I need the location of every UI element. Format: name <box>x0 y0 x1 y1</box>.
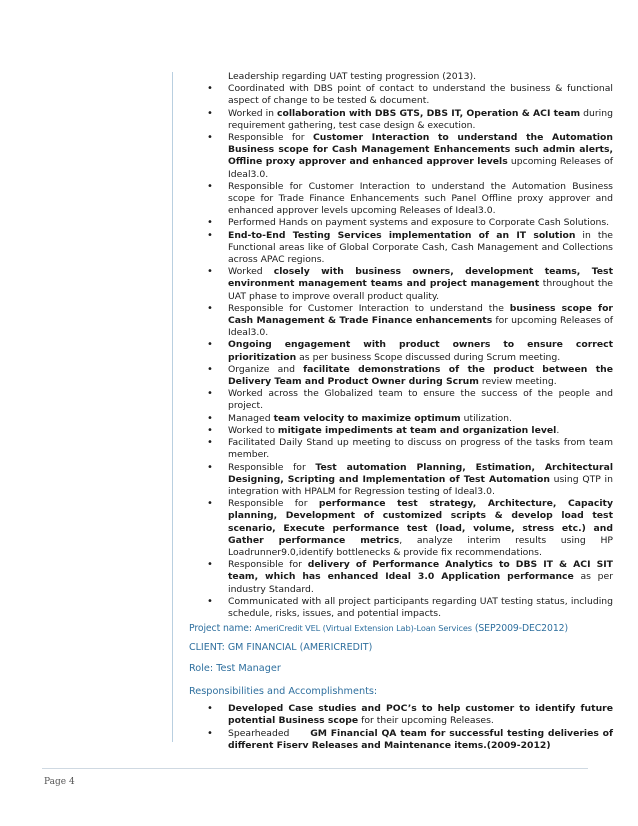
list-item <box>189 230 613 267</box>
project-dates: (SEP2009-DEC2012) <box>471 623 568 635</box>
list-item-text: Responsible for Customer Interaction to understand the business scope for Cash Management & Trade Finance enhancements for upcoming Releases of Ideal3.0. <box>228 302 614 339</box>
list-item-text: Coordinated with DBS point of contact to understand the business & functional aspect of change to be tested & document. <box>228 83 613 107</box>
list-item-text: Responsible for Customer Interaction to understand the Automation Business scope for Cash Management Enhancements such admin alerts, Offline proxy approver and enhanced approver levels upcoming Releases of Ideal3.0. <box>228 132 613 180</box>
list-item-text: Worked across the Globalized team to ensure the success of the people and project. <box>228 388 613 412</box>
list-item-text: Organize and facilitate demonstrations of the product between the Delivery Team and Product Owner during Scrum review meeting. <box>228 363 613 388</box>
left-margin-rule <box>172 72 173 742</box>
bullet-icon: • <box>207 266 213 278</box>
bullet-icon: • <box>207 595 213 607</box>
bullet-icon: • <box>207 339 213 351</box>
project-name-line <box>189 622 613 635</box>
list-item-text: Managed team velocity to maximize optimum utilization. <box>228 412 512 424</box>
list-item <box>189 71 613 83</box>
bullet-icon: • <box>207 727 213 739</box>
list-item-text: Responsible for Customer Interaction to understand the Automation Business scope for Trade Finance Enhancements such Panel Offline proxy approver and enhanced approver levels upcoming Releases of Ideal3.0. <box>228 180 613 217</box>
list-item <box>189 108 613 132</box>
list-item <box>189 217 613 229</box>
bullet-icon: • <box>207 132 213 144</box>
list-item <box>189 339 613 363</box>
bullet-icon: • <box>207 388 213 400</box>
list-item-text: Spearheaded GM Financial QA team for successful testing deliveries of different Fiserv Releases and Maintenance items.(2009-2012) <box>228 727 613 751</box>
list-item <box>189 498 613 559</box>
bullet-icon: • <box>207 498 213 510</box>
project-name: AmeriCredit VEL (Virtual Extension Lab)-Loan Services <box>254 623 472 634</box>
list-item-text: Ongoing engagement with product owners to ensure correct prioritization as per business Scope discussed during Scrum meeting. <box>228 339 613 363</box>
client-line: CLIENT: GM FINANCIAL (AMERICREDIT) <box>189 642 373 654</box>
bullet-icon: • <box>207 461 213 473</box>
list-item-text: Performed Hands on payment systems and exposure to Corporate Cash Solutions. <box>228 217 610 229</box>
list-item <box>189 132 613 181</box>
list-item <box>189 83 613 107</box>
role-line: Role: Test Manager <box>189 663 281 675</box>
bullet-icon: • <box>207 302 213 314</box>
list-item <box>189 596 613 620</box>
footer-rule <box>42 768 588 769</box>
list-item <box>189 425 613 437</box>
list-item <box>189 703 613 727</box>
list-item-text: Worked in collaboration with DBS GTS, DBS IT, Operation & ACI team during requirement gathering, test case design & execution. <box>228 107 613 131</box>
list-item-text: Responsible for Test automation Planning, Estimation, Architectural Designing, Scripting and Implementation of Test Automation using QTP in integration with HPALM for Regression testing of Ideal3.0. <box>228 461 613 497</box>
list-item-text: End-to-End Testing Services implementation of an IT solution in the Functional areas like of Global Corporate Cash, Cash Management and Collections across APAC regions. <box>228 229 613 266</box>
list-item <box>189 462 613 499</box>
bullet-icon: • <box>207 229 213 241</box>
bullet-icon: • <box>207 217 213 229</box>
bullet-icon: • <box>207 424 213 436</box>
list-item <box>189 388 613 412</box>
list-item <box>189 303 613 340</box>
list-item <box>189 364 613 388</box>
resume-content <box>189 71 613 752</box>
responsibilities-list-gm <box>189 703 613 752</box>
bullet-icon: • <box>207 363 213 375</box>
page-number: Page 4 <box>44 777 75 787</box>
list-item-text: Facilitated Daily Stand up meeting to discuss on progress of the tasks from team member. <box>228 437 613 461</box>
list-item <box>189 437 613 461</box>
project-label: Project name: <box>189 623 255 635</box>
list-item <box>189 559 613 596</box>
responsibilities-heading: Responsibilities and Accomplishments: <box>189 686 378 698</box>
list-item-text: Worked closely with business owners, development teams, Test environment management teams and project management throughout the UAT phase to improve overall product quality. <box>228 266 613 302</box>
list-item <box>189 413 613 425</box>
bullet-icon: • <box>207 107 213 119</box>
responsibilities-list-dbs <box>189 71 613 620</box>
bullet-icon: • <box>207 437 213 449</box>
bullet-icon: • <box>207 703 213 715</box>
list-item <box>189 181 613 218</box>
list-item <box>189 266 613 303</box>
list-item-text: Responsible for delivery of Performance Analytics to DBS IT & ACI SIT team, which has enhanced Ideal 3.0 Application performance as per industry Standard. <box>228 559 613 595</box>
bullet-icon: • <box>207 180 213 192</box>
list-item-text: Responsible for performance test strategy, Architecture, Capacity planning, Development of customized scripts & develop load test scenario, Execute performance test (load, volume, stress etc.) and Gather performance metrics, analyze interim results using HP Loadrunner9.0,identify bottlenecks & provide fix recommendations. <box>228 498 613 558</box>
list-item-text: Leadership regarding UAT testing progression (2013). <box>228 71 477 82</box>
list-item <box>189 728 613 752</box>
bullet-icon: • <box>207 83 213 95</box>
list-item-text: Communicated with all project participants regarding UAT testing status, including schedule, risks, issues, and potential impacts. <box>228 595 613 619</box>
bullet-icon: • <box>207 412 213 424</box>
list-item-text: Worked to mitigate impediments at team and organization level. <box>228 424 560 436</box>
list-item-text: Developed Case studies and POC’s to help customer to identify future potential Business scope for their upcoming Releases. <box>228 703 613 727</box>
bullet-icon: • <box>207 559 213 571</box>
